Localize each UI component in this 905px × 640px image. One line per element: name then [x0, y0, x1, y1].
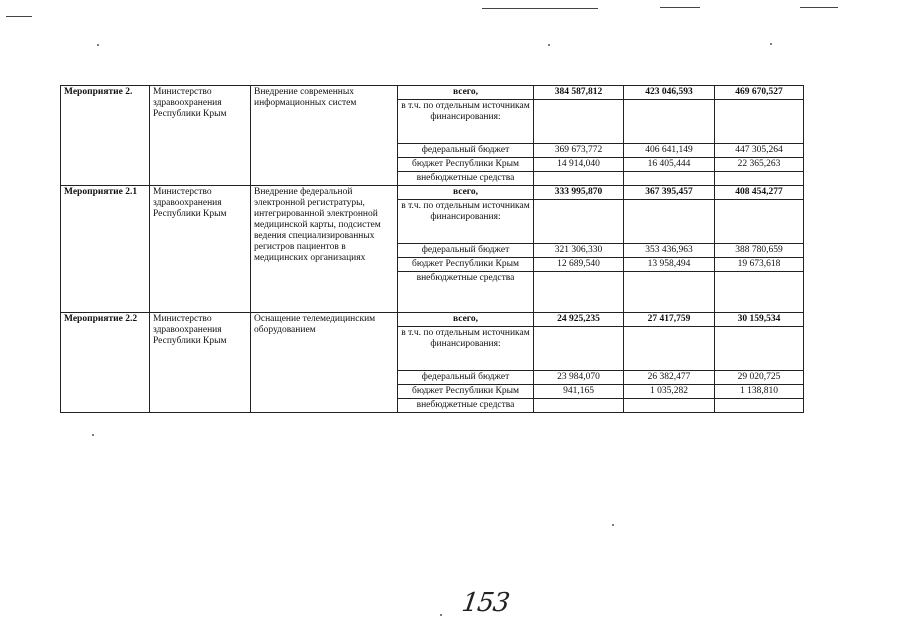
event-name: Оснащение телемедицинским оборудованием [251, 313, 398, 413]
source-label: бюджет Республики Крым [398, 385, 534, 399]
scan-speck [612, 524, 614, 526]
sources-label: в т.ч. по отдельным источникам финансирования: [398, 100, 534, 144]
source-value: 1 138,810 [715, 385, 804, 399]
empty-cell [624, 200, 715, 244]
source-value: 19 673,618 [715, 258, 804, 272]
source-value [534, 399, 624, 413]
source-value: 369 673,772 [534, 144, 624, 158]
total-value: 469 670,527 [715, 86, 804, 100]
total-value: 384 587,812 [534, 86, 624, 100]
source-value: 447 305,264 [715, 144, 804, 158]
scan-artifact-line [6, 16, 32, 17]
scan-artifact-line [482, 8, 598, 9]
total-value: 333 995,870 [534, 186, 624, 200]
empty-cell [715, 327, 804, 371]
empty-cell [715, 200, 804, 244]
source-value [715, 272, 804, 313]
source-value: 1 035,282 [624, 385, 715, 399]
event-row [61, 313, 804, 327]
source-value [624, 399, 715, 413]
executor: Министерство здравоохранения Республики Крым [150, 186, 251, 313]
event-title: Мероприятие 2. [61, 86, 150, 186]
executor: Министерство здравоохранения Республики Крым [150, 86, 251, 186]
event-name: Внедрение современных информационных систем [251, 86, 398, 186]
source-label: бюджет Республики Крым [398, 258, 534, 272]
source-value: 941,165 [534, 385, 624, 399]
source-value: 14 914,040 [534, 158, 624, 172]
scan-speck [548, 44, 550, 46]
empty-cell [534, 327, 624, 371]
scan-speck [770, 43, 772, 45]
source-value: 12 689,540 [534, 258, 624, 272]
empty-cell [624, 100, 715, 144]
total-value: 24 925,235 [534, 313, 624, 327]
source-value: 16 405,444 [624, 158, 715, 172]
event-row [61, 186, 804, 200]
source-label: бюджет Республики Крым [398, 158, 534, 172]
total-value: 27 417,759 [624, 313, 715, 327]
event-title: Мероприятие 2.2 [61, 313, 150, 413]
source-label: федеральный бюджет [398, 371, 534, 385]
source-value: 22 365,263 [715, 158, 804, 172]
source-label: внебюджетные средства [398, 172, 534, 186]
total-value: 367 395,457 [624, 186, 715, 200]
empty-cell [534, 200, 624, 244]
source-label: федеральный бюджет [398, 244, 534, 258]
total-label: всего, [398, 186, 534, 200]
event-name: Внедрение федеральной электронной регистратуры, интегрированной электронной медицинской карты, подсистем ведения специализированных регистров пациентов в медицинских организациях [251, 186, 398, 313]
source-value [534, 272, 624, 313]
scan-artifact-line [660, 7, 700, 8]
source-value [715, 399, 804, 413]
empty-cell [534, 100, 624, 144]
sources-label: в т.ч. по отдельным источникам финансирования: [398, 327, 534, 371]
event-title: Мероприятие 2.1 [61, 186, 150, 313]
executor: Министерство здравоохранения Республики Крым [150, 313, 251, 413]
source-value: 26 382,477 [624, 371, 715, 385]
total-value: 423 046,593 [624, 86, 715, 100]
empty-cell [624, 327, 715, 371]
source-label: внебюджетные средства [398, 399, 534, 413]
total-value: 408 454,277 [715, 186, 804, 200]
source-value [534, 172, 624, 186]
source-value: 23 984,070 [534, 371, 624, 385]
source-value [624, 272, 715, 313]
source-value: 353 436,963 [624, 244, 715, 258]
total-value: 30 159,534 [715, 313, 804, 327]
scan-speck [97, 44, 99, 46]
source-value: 406 641,149 [624, 144, 715, 158]
empty-cell [715, 100, 804, 144]
total-label: всего, [398, 86, 534, 100]
source-label: федеральный бюджет [398, 144, 534, 158]
source-value: 388 780,659 [715, 244, 804, 258]
source-value: 29 020,725 [715, 371, 804, 385]
source-value [715, 172, 804, 186]
scan-speck [440, 614, 442, 616]
funding-table [60, 85, 804, 413]
page-number: 153 [459, 588, 511, 618]
scan-artifact-line [800, 7, 838, 8]
source-value: 321 306,330 [534, 244, 624, 258]
event-row [61, 86, 804, 100]
total-label: всего, [398, 313, 534, 327]
source-value [624, 172, 715, 186]
source-label: внебюджетные средства [398, 272, 534, 313]
sources-label: в т.ч. по отдельным источникам финансирования: [398, 200, 534, 244]
source-value: 13 958,494 [624, 258, 715, 272]
scan-speck [92, 434, 94, 436]
